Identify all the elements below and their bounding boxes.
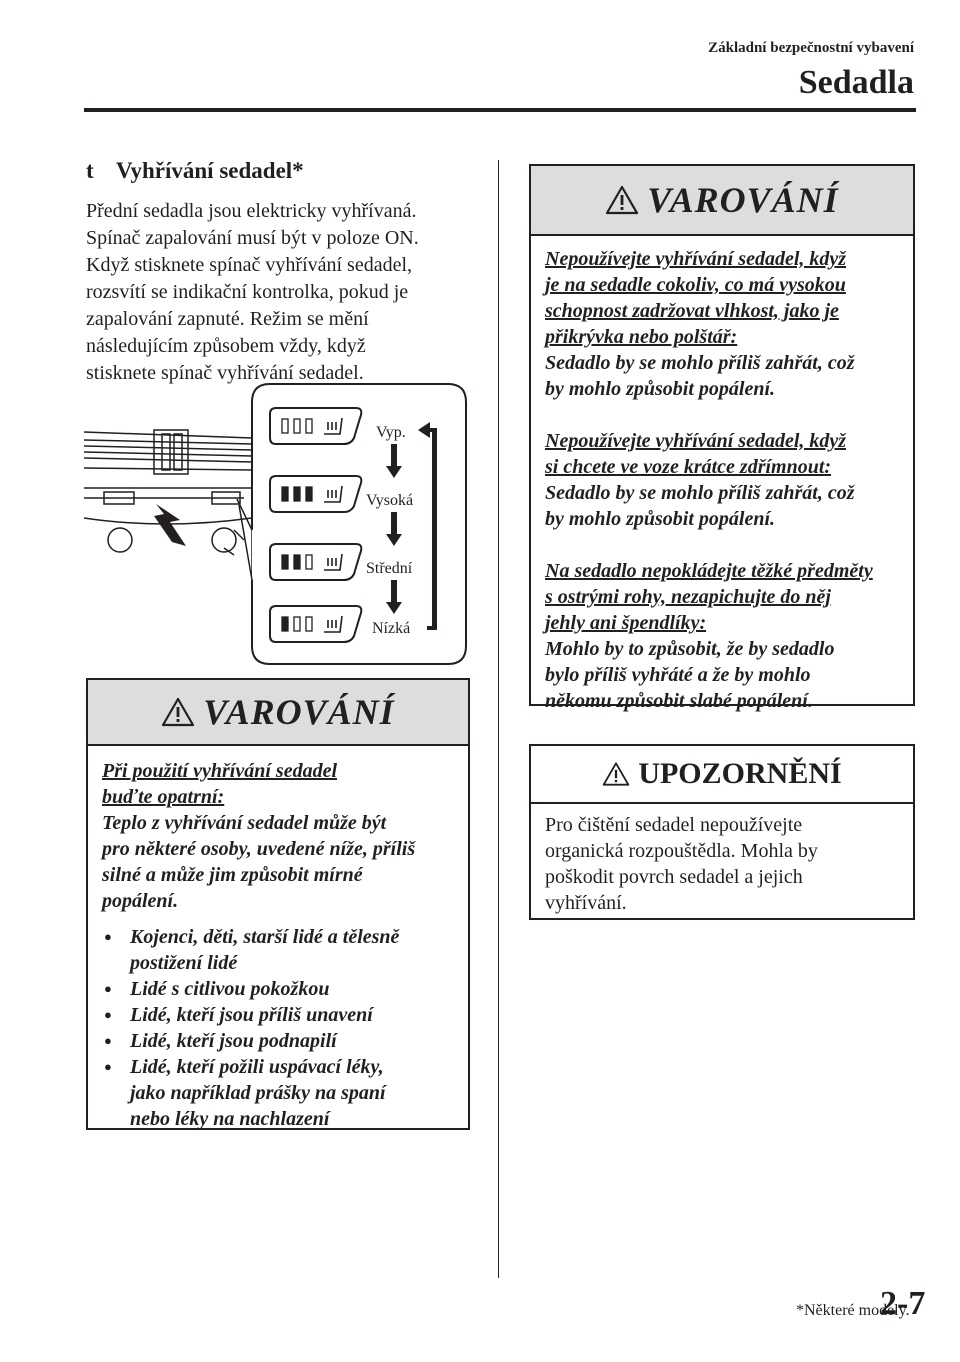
footnote: *Některé modely.: [796, 1302, 910, 1319]
caution-text: Pro čištění sedadel nepoužívejte: [545, 814, 803, 836]
page-title: Sedadla: [798, 64, 914, 101]
warning-box-usage: [529, 164, 915, 712]
caution-text: poškodit povrch sedadel a jejich: [545, 866, 803, 888]
warning-consequence: Sedadlo by se mohlo příliš zahřát, což: [545, 352, 855, 374]
warning-box-heat: [86, 678, 470, 1130]
risk-group-list: [102, 924, 454, 1132]
page-number: 2-7: [880, 1285, 926, 1322]
list-item: ● Lidé s citlivou pokožkou: [102, 976, 454, 1002]
indicator-light: [282, 555, 288, 569]
warning-triangle-icon: [602, 761, 630, 787]
body-line: Přední sedadla jsou elektricky vyhřívaná.: [86, 200, 417, 222]
warning-text: pro některé osoby, uvedené níže, příliš: [102, 838, 416, 860]
caution-title: UPOZORNĚNÍ: [638, 757, 842, 790]
warning-text: Teplo z vyhřívání sedadel může být: [102, 812, 387, 834]
indicator-light: [282, 419, 288, 433]
warning-condition: Na sedadlo nepokládejte těžké předměty: [545, 560, 873, 582]
mode-label-high: Vysoká: [366, 492, 414, 509]
warning-header: [88, 680, 468, 746]
warning-consequence: Sedadlo by se mohlo příliš zahřát, což: [545, 482, 855, 504]
warning-consequence: bylo příliš vyhřáté a že by mohlo: [545, 664, 811, 686]
caution-text: organická rozpouštědla. Mohla by: [545, 840, 818, 862]
indicator-light: [294, 487, 300, 501]
warning-condition: jehly ani špendlíky:: [545, 612, 707, 634]
indicator-light: [306, 487, 312, 501]
switch-high: [270, 476, 361, 512]
warning-consequence: někomu způsobit slabé popálení.: [545, 690, 813, 712]
caution-text: vyhřívání.: [545, 892, 627, 914]
indicator-light: [294, 555, 300, 569]
list-item: ● Lidé, kteří jsou podnapilí: [102, 1028, 454, 1054]
section-title-text: Vyhřívání sedadel*: [116, 158, 304, 183]
indicator-light: [306, 555, 312, 569]
warning-condition: s ostrými rohy, nezapichujte do něj: [545, 586, 831, 608]
switch-low: [270, 606, 361, 642]
header-section-name: Základní bezpečnostní vybavení: [708, 40, 914, 56]
switch-off: [270, 408, 361, 444]
warning-header: [531, 166, 913, 236]
warning-condition: Nepoužívejte vyhřívání sedadel, když: [545, 430, 847, 452]
header-divider: [84, 108, 916, 112]
body-line: rozsvítí se indikační kontrolka, pokud je: [86, 281, 409, 303]
body-line: následujícím způsobem vždy, když: [86, 335, 366, 357]
caution-header: [531, 746, 913, 804]
switch-mid: [270, 544, 361, 580]
list-item: ● Lidé, kteří požili uspávací léky, jako například prášky na spaní nebo léky na nachlazení: [102, 1054, 454, 1132]
caution-box: [529, 744, 915, 920]
warning-condition: je na sedadle cokoliv, co má vysokou: [545, 274, 846, 296]
body-line: Spínač zapalování musí být v poloze ON.: [86, 227, 419, 249]
column-divider: [498, 160, 499, 1278]
indicator-light: [282, 487, 288, 501]
pointer-arrow-icon: [154, 504, 186, 546]
warning-title: VAROVÁNÍ: [203, 692, 395, 732]
seat-heater-diagram: [84, 380, 470, 670]
dashboard-illustration: [84, 430, 252, 580]
warning-condition: Nepoužívejte vyhřívání sedadel, když: [545, 248, 847, 270]
list-item: ● Kojenci, děti, starší lidé a tělesně postižení lidé: [102, 924, 454, 976]
body-line: Když stisknete spínač vyhřívání sedadel,: [86, 254, 413, 276]
indicator-light: [294, 419, 300, 433]
mode-label-off: Vyp.: [376, 424, 406, 441]
indicator-light: [282, 617, 288, 631]
warning-consequence: by mohlo způsobit popálení.: [545, 378, 776, 400]
warning-consequence: Mohlo by to způsobit, že by sedadlo: [545, 638, 835, 660]
warning-text: silné a může jim způsobit mírné: [102, 864, 363, 886]
warning-consequence: by mohlo způsobit popálení.: [545, 508, 776, 530]
warning-intro: buďte opatrní:: [102, 786, 225, 808]
warning-body: [531, 236, 913, 724]
warning-title: VAROVÁNÍ: [647, 180, 839, 220]
warning-condition: si chcete ve voze krátce zdřímnout:: [545, 456, 832, 478]
body-line: stisknete spínač vyhřívání sedadel.: [86, 362, 364, 384]
warning-intro: Při použití vyhřívání sedadel: [102, 760, 337, 782]
warning-body: [88, 746, 468, 1142]
warning-condition: přikrývka nebo polštář:: [545, 326, 738, 348]
warning-triangle-icon: [161, 697, 195, 727]
mode-label-low: Nízká: [372, 620, 411, 637]
body-line: zapalování zapnuté. Režim se mění: [86, 308, 369, 330]
warning-text: popálení.: [102, 890, 179, 912]
section-body: [86, 198, 482, 387]
indicator-light: [306, 617, 312, 631]
caution-body: [531, 804, 913, 926]
mode-label-mid: Střední: [366, 560, 413, 577]
warning-triangle-icon: [605, 185, 639, 215]
warning-condition: schopnost zadržovat vlhkost, jako je: [545, 300, 839, 322]
section-bullet: t: [86, 158, 94, 183]
indicator-light: [294, 617, 300, 631]
section-title: [86, 158, 304, 184]
list-item: ● Lidé, kteří jsou příliš unavení: [102, 1002, 454, 1028]
indicator-light: [306, 419, 312, 433]
